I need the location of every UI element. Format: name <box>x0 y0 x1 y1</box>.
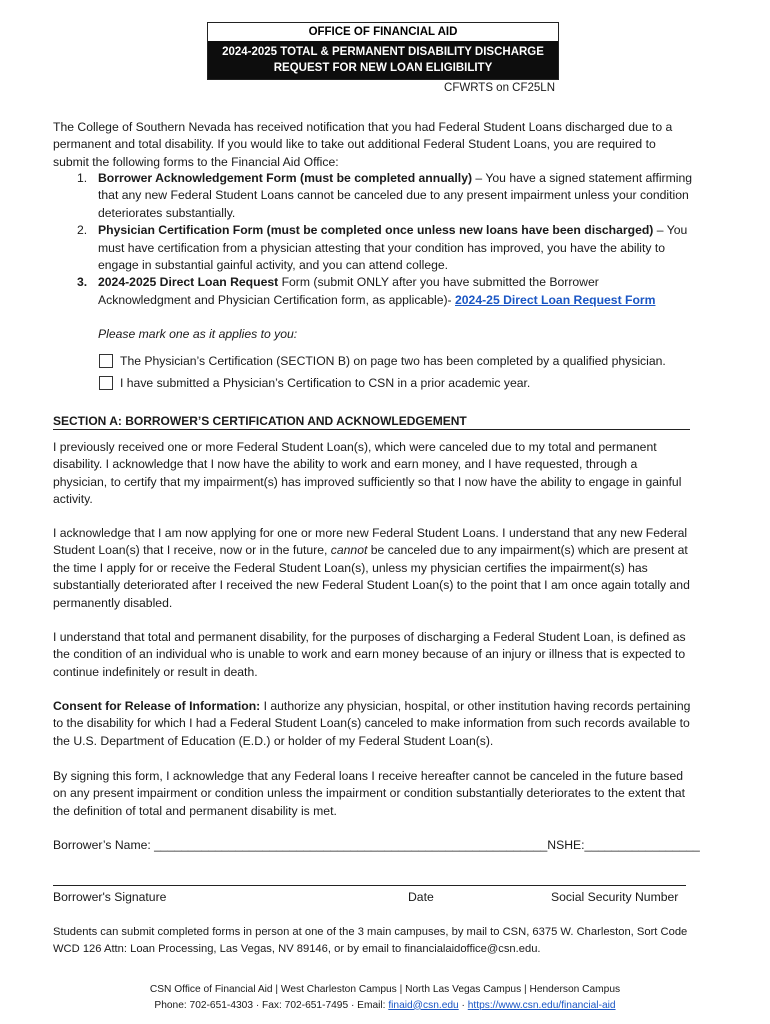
requirement-title: Borrower Acknowledgement Form (must be completed annually) <box>98 171 473 185</box>
footer-campuses: CSN Office of Financial Aid | West Charleston Campus | North Las Vegas Campus | Henderson Campus <box>149 984 621 995</box>
office-title: OFFICE OF FINANCIAL AID <box>208 23 558 41</box>
requirement-item <box>53 274 693 309</box>
footer-contact <box>0 998 770 1014</box>
checkbox[interactable] <box>99 376 113 390</box>
intro-paragraph: The College of Southern Nevada has received notification that you had Federal Student Loans discharged due to a permanent and total disability. If you would like to take out additional Federal Student Loans, you are required to submit the following forms to the Financial Aid Office: <box>53 120 673 169</box>
emphasis: cannot <box>330 543 368 558</box>
website-link[interactable]: https://www.csn.edu/financial-aid <box>467 999 616 1011</box>
phone-fax: Phone: 702-651-4303 · Fax: 702-651-7495 · Email: <box>154 999 389 1011</box>
nshe-label: NSHE: <box>547 838 585 852</box>
nshe-field[interactable]: _________________ <box>584 838 700 852</box>
borrower-name-field[interactable]: __________________________________________________________ <box>154 838 548 852</box>
requirement-text: – You have a signed statement affirming that any new Federal Student Loans cannot be canceled due to any present impairment unless your condition deteriorates substantially. <box>98 171 693 220</box>
requirement-title: Physician Certification Form (must be completed once unless new loans have been discharged) <box>98 223 654 238</box>
section-a-paragraph-2 <box>53 525 693 612</box>
requirement-text: Form (submit ONLY after you have submitted the Borrower Acknowledgment and Physician Certification form, as applicable)- <box>98 275 599 307</box>
list-number: 3. <box>77 275 88 290</box>
text: I authorize any physician, hospital, or other institution having records pertaining to the disability for which I had a Federal Student Loan(s) canceled to make information from such records available to the U.S. Department of Education (E.D.) or holder of my Federal Student Loan(s). <box>53 699 691 748</box>
option-label: I have submitted a Physician’s Certification to CSN in a prior academic year. <box>120 376 531 390</box>
section-a-title: SECTION A: BORROWER’S CERTIFICATION AND ACKNOWLEDGEMENT <box>53 414 690 430</box>
requirement-text: – You must have certification from a physician attesting that your condition has improved, you have the ability to engage in substantial gainful activity, and you can attend college. <box>98 223 688 273</box>
consent-paragraph <box>53 698 693 750</box>
list-number: 2. <box>77 223 88 238</box>
header-box <box>207 22 559 80</box>
section-a-paragraph-3: I understand that total and permanent disability, for the purposes of discharging a Federal Student Loan, is defined as the condition of an individual who is unable to work and earn money because of an injury or illness that is expected to continue indefinitely or result in death. <box>53 630 686 679</box>
consent-heading: Consent for Release of Information: <box>53 699 261 713</box>
form-title-line1: 2024-2025 TOTAL & PERMANENT DISABILITY DISCHARGE <box>222 46 544 58</box>
email-link[interactable]: finaid@csn.edu <box>388 999 459 1011</box>
direct-loan-request-link[interactable]: 2024-25 Direct Loan Request Form <box>455 292 656 307</box>
checkbox[interactable] <box>99 354 113 368</box>
borrower-name-label: Borrower’s Name: <box>53 838 155 852</box>
requirement-title: 2024-2025 Direct Loan Request <box>98 275 279 290</box>
option-label: The Physician’s Certification (SECTION B) on page two has been completed by a qualified physician. <box>120 354 666 368</box>
section-a-paragraph-1: I previously received one or more Federal Student Loan(s), which were canceled due to my total and permanent disability. I acknowledge that I now have the ability to work and earn money, and I have requested, through a physician, to certify that my impairment(s) has improved sufficiently so that I now have the ability to engage in gainful activity. <box>53 440 682 507</box>
section-a-paragraph-5: By signing this form, I acknowledge that any Federal loans I receive hereafter cannot be canceled in the future based on any present impairment or condition unless the impairment or condition substantially deteriorates to the extent that the definition of total and permanent disability is met. <box>53 769 686 818</box>
form-title-line2: REQUEST FOR NEW LOAN ELIGIBILITY <box>273 62 493 74</box>
requirement-item <box>53 170 693 222</box>
borrower-name-row <box>53 838 700 852</box>
text: I acknowledge that I am now applying for one or more new Federal Student Loans. I understand that any new Federal Student Loan(s) that I receive, now or in the future, <box>53 526 688 558</box>
date-label: Date <box>408 890 434 904</box>
option-physician-cert-completed[interactable] <box>99 354 666 368</box>
signature-label: Borrower's Signature <box>53 890 167 904</box>
footer <box>0 982 770 1013</box>
mark-prompt: Please mark one as it applies to you: <box>98 327 298 341</box>
form-code: CFWRTS on CF25LN <box>444 82 555 94</box>
ssn-label: Social Security Number <box>551 890 679 904</box>
form-title <box>208 41 558 79</box>
text: be canceled due to any impairment(s) which are present at the time I apply for or receive the Federal Student Loan(s), unless my physician certifies the impairment(s) has substantially deteriorated after I received the new Federal Student Loan(s) to the point that I am once again totally and permanently disabled. <box>53 543 690 610</box>
list-number: 1. <box>77 171 88 185</box>
requirements-list <box>53 170 693 309</box>
signature-line[interactable] <box>53 885 686 886</box>
option-prior-cert-submitted[interactable] <box>99 376 530 390</box>
submission-note: Students can submit completed forms in person at one of the 3 main campuses, by mail to CSN, 6375 W. Charleston, Sort Code WCD 126 Attn: Loan Processing, Las Vegas, NV 89146, or by email to financialaidoffice@csn.edu. <box>53 926 688 955</box>
requirement-item <box>53 222 693 274</box>
separator: · <box>458 999 468 1011</box>
